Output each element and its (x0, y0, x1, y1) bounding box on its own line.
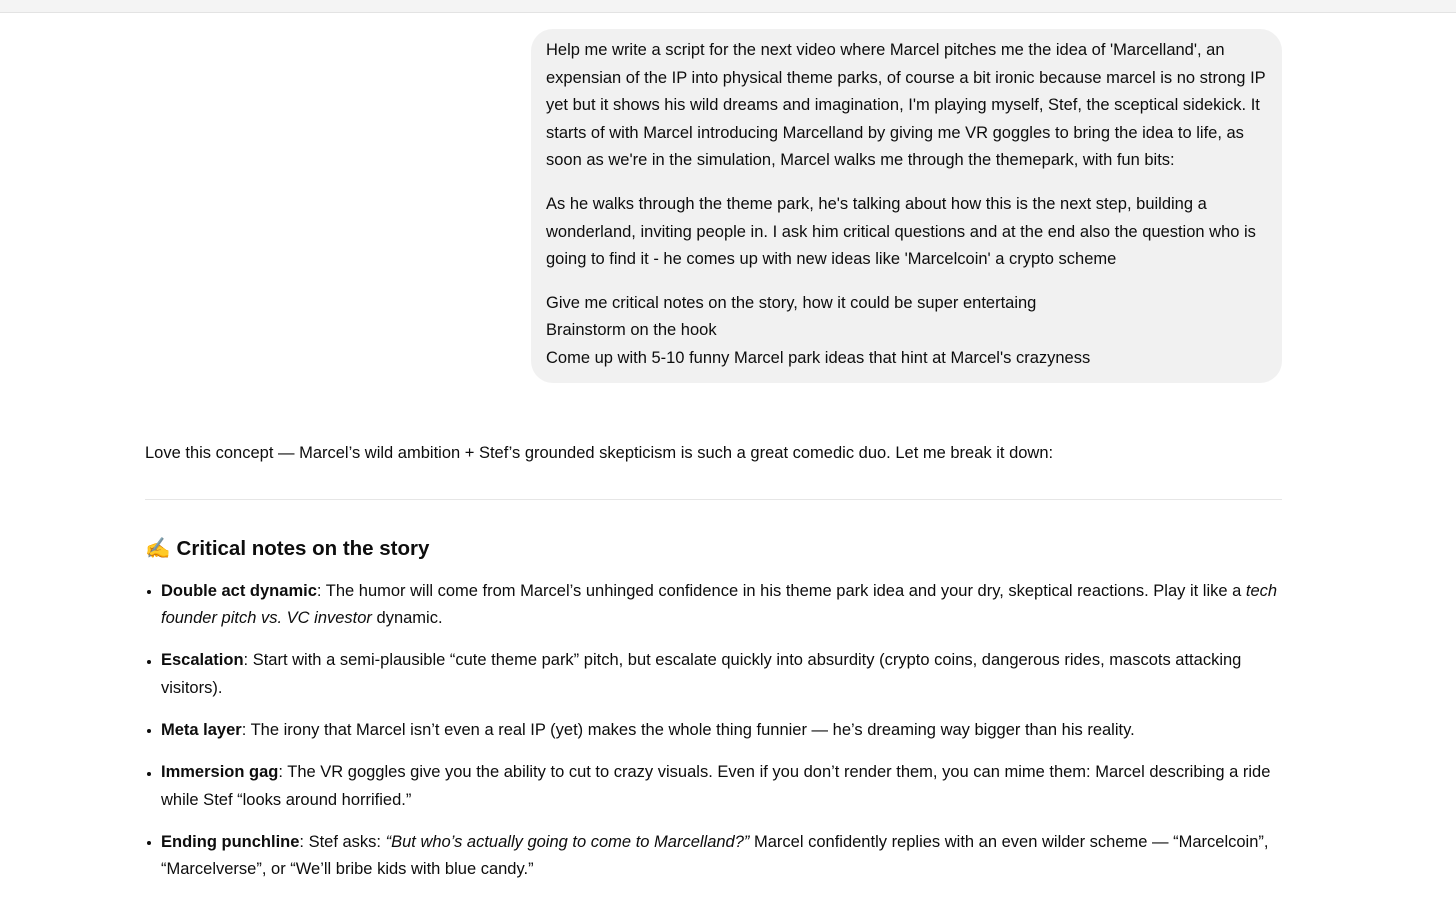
assistant-intro: Love this concept — Marcel’s wild ambition + Stef’s grounded skepticism is such a great comedic duo. Let me break it down: (145, 444, 1054, 462)
note-text: Marcel confidently replies with an even wilder scheme — “Marcelcoin”, “Marcelverse”, or “We’ll bribe kids with blue candy.” (161, 832, 1269, 879)
note-text: dynamic. (371, 609, 443, 628)
note-italic: tech founder pitch vs. VC investor (161, 581, 1278, 628)
section-heading-text: Critical notes on the story (176, 536, 430, 560)
note-text: : Start with a semi-plausible “cute theme park” pitch, but escalate quickly into absurdity (crypto coins, dangerous rides, mascots attacking visitors). (161, 651, 1242, 697)
note-title: Double act dynamic (161, 581, 317, 600)
note-text: : The humor will come from Marcel’s unhinged confidence in his theme park idea and your dry, skeptical reactions. Play it like a (316, 581, 1246, 600)
list-item (145, 759, 1285, 814)
list-item (145, 578, 1285, 633)
list-item (145, 829, 1285, 884)
user-message-line: Come up with 5-10 funny Marcel park ideas that hint at Marcel's crazyness (546, 348, 1091, 367)
section-divider (145, 499, 1282, 500)
note-text: : The irony that Marcel isn’t even a real IP (yet) makes the whole thing funnier — he’s dreaming way bigger than his reality. (241, 720, 1135, 739)
top-toolbar (0, 0, 1456, 13)
note-title: Immersion gag (161, 763, 279, 782)
list-item (145, 717, 1285, 745)
user-message-request-list (546, 290, 1266, 373)
user-message-paragraph: Help me write a script for the next video where Marcel pitches me the idea of 'Marcelland', an expensian of the IP into physical theme parks, of course a bit ironic because marcel is no strong IP yet but it shows his wild dreams and imagination, I'm playing myself, Stef, the sceptical sidekick. It starts of with Marcel introducing Marcelland by giving me VR goggles to bring the idea to life, as soon as we're in the simulation, Marcel walks me through the themepark, with fun bits: (546, 41, 1266, 170)
note-title: Ending punchline (161, 832, 300, 851)
note-italic: “But who’s actually going to come to Marcelland?” (385, 832, 750, 851)
user-message-line: Brainstorm on the hook (546, 321, 717, 340)
user-message-paragraph: As he walks through the theme park, he's talking about how this is the next step, building a wonderland, inviting people in. I ask him critical questions and at the end also the question who is going to find it - he comes up with new ideas like 'Marcelcoin' a crypto scheme (546, 194, 1256, 269)
section-heading (145, 534, 1285, 564)
assistant-message (145, 440, 1285, 898)
note-title: Meta layer (161, 720, 242, 739)
critical-notes-list (145, 578, 1285, 884)
writing-hand-icon: ✍️ (145, 536, 171, 560)
list-item (145, 647, 1285, 702)
note-title: Escalation (161, 651, 244, 670)
user-message-bubble (531, 29, 1282, 383)
note-text: : The VR goggles give you the ability to cut to crazy visuals. Even if you don’t render them, you can mime them: Marcel describing a ride while Stef “looks around horrified.” (161, 763, 1271, 809)
note-text: : Stef asks: (299, 832, 386, 851)
user-message-line: Give me critical notes on the story, how it could be super entertaing (546, 293, 1037, 312)
